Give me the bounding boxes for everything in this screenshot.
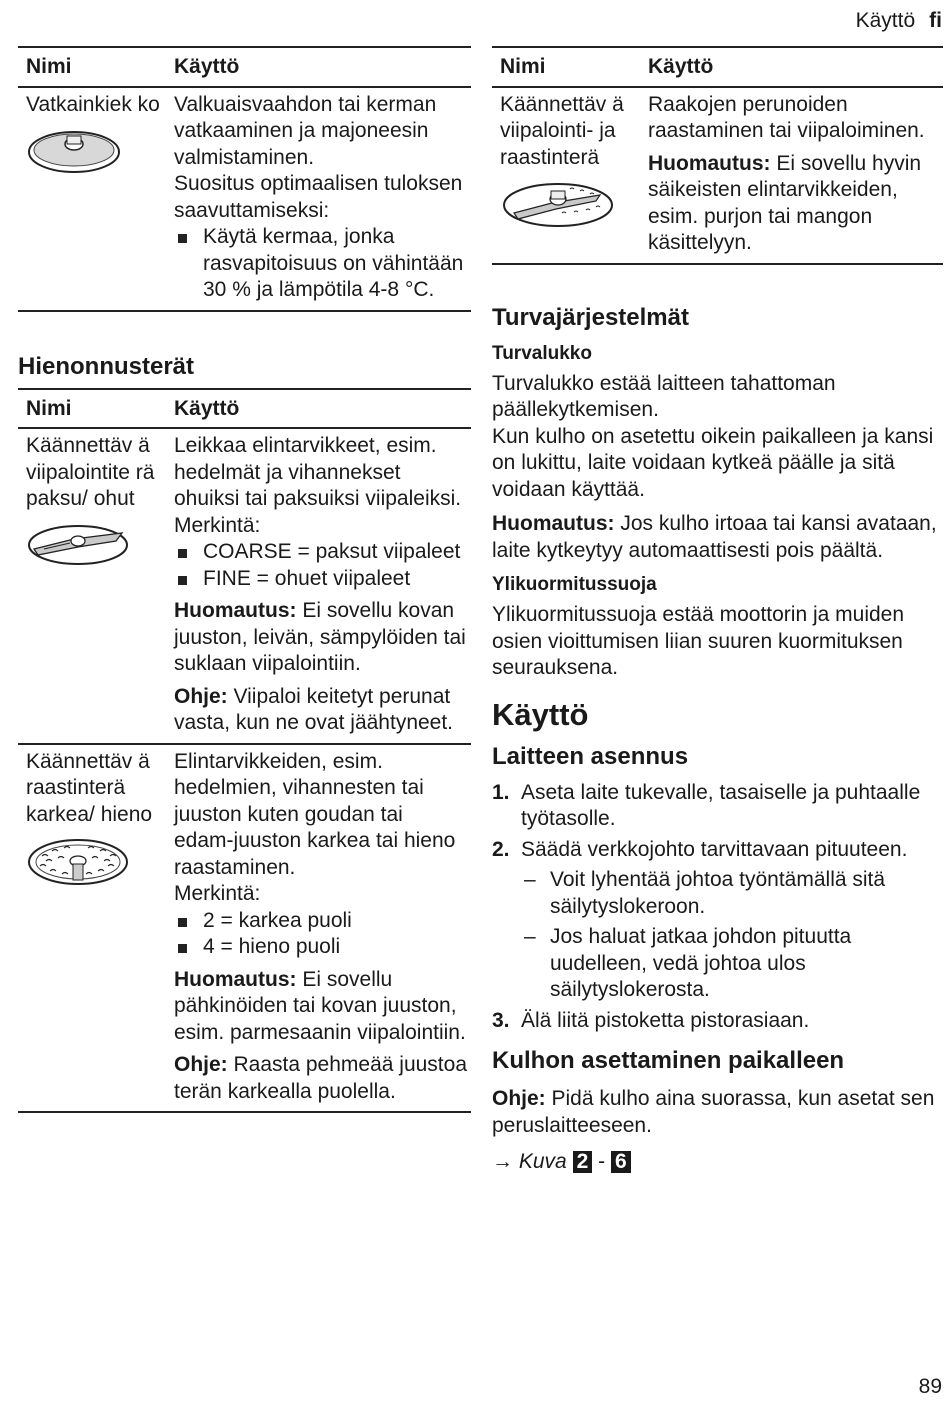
subtitle-turvalukko: Turvalukko <box>492 342 592 364</box>
subtitle-kulho: Kulhon asettaminen paikalleen <box>492 1047 845 1074</box>
col-header-use: Käyttö <box>166 47 471 87</box>
tip: Ohje: Pidä kulho aina suorassa, kun asetat sen peruslaitteeseen. <box>492 1087 935 1137</box>
col-header-use: Käyttö <box>166 389 471 429</box>
list-item: 4 = hieno puoli <box>174 934 467 961</box>
whisk-table <box>18 46 471 312</box>
list-item: 1. Aseta laite tukevalle, tasaiselle ja puhtaalle työtasolle. <box>492 780 921 830</box>
subtitle-ylikuormitus: Ylikuormitussuoja <box>492 574 657 595</box>
use-line-2: Suositus optimaalisen tuloksen saavuttamiseksi: <box>174 172 463 222</box>
tip: Ohje: Raasta pehmeää juustoa terän karkealla puolella. <box>174 1053 467 1103</box>
marking-label: Merkintä: <box>174 882 261 905</box>
subtitle-asennus: Laitteen asennus <box>492 742 689 770</box>
item-name: Vatkainkiek ko <box>26 92 160 116</box>
list-item: – Voit lyhentää johtoa työntämällä sitä säilytyslokeroon. <box>521 867 943 920</box>
table-row <box>18 87 471 311</box>
list-item: COARSE = paksut viipaleet <box>174 539 467 566</box>
use-text: Raakojen perunoiden raastaminen tai viipaloiminen. <box>648 92 925 142</box>
use-text: Elintarvikkeiden, esim. hedelmien, vihannesten tai juuston kuten goudan tai edam-juuston karkea tai hieno raastaminen. <box>174 749 456 879</box>
slice-grate-table <box>492 46 943 265</box>
section-title-hienonnus: Hienonnusterät <box>18 352 195 380</box>
figure-number: 6 <box>611 1151 631 1173</box>
right-column <box>492 46 943 1176</box>
paragraph: Kun kulho on asetettu oikein paikalleen ja kansi on lukittu, laite voidaan kytkeä päälle ja sitä voidaan käyttää. <box>492 424 934 501</box>
note: Huomautus: Ei sovellu kovan juuston, leivän, sämpylöiden tai suklaan viipalointiin. <box>174 599 466 675</box>
note: Huomautus: Ei sovellu pähkinöiden tai kovan juuston, esim. parmesaanin viipalointiin. <box>174 967 466 1044</box>
use-line-1: Valkuaisvaahdon tai kerman vatkaaminen ja majoneesin valmistaminen. <box>174 92 437 169</box>
table-row <box>18 428 471 744</box>
list-item: 2 = karkea puoli <box>174 908 467 935</box>
note: Huomautus: Ei sovellu hyvin säikeisten elintarvikkeiden, esim. purjon tai mangon käsittelyyn. <box>648 151 922 254</box>
table-row <box>18 744 471 1113</box>
figure-reference: → Kuva 2 - 6 <box>492 1149 943 1176</box>
arrow-icon: → <box>492 1150 513 1173</box>
page-number: 89 <box>918 1375 942 1398</box>
list-item: 2. Säädä verkkojohto tarvittavaan pituuteen. – Voit lyhentää johtoa työntämällä sitä säilytyslokeroon. – Jos haluat jatkaa johdon pituutta uudelleen, vedä johtoa ulos säilytyslokerosta. <box>492 837 943 1004</box>
header-lang: fi <box>929 9 942 32</box>
setup-steps <box>492 780 943 1035</box>
list-item: 3. Älä liitä pistoketta pistorasiaan. <box>492 1008 810 1032</box>
blades-table <box>18 388 471 1114</box>
list-item: FINE = ohuet viipaleet <box>174 566 467 593</box>
col-header-name: Nimi <box>492 47 640 87</box>
note: Huomautus: Jos kulho irtoaa tai kansi avataan, laite kytkeytyy automaattisesti pois päältä. <box>492 512 937 562</box>
item-name: Käännettäv ä viipalointite rä paksu/ ohut <box>26 434 155 510</box>
figure-number: 2 <box>573 1151 593 1173</box>
tip: Ohje: Viipaloi keitetyt perunat vasta, kun ne ovat jäähtyneet. <box>174 684 454 734</box>
header-section: Käyttö <box>855 9 916 32</box>
item-name: Käännettäv ä viipalointi- ja raastinterä <box>500 92 624 169</box>
section-title-turva: Turvajärjestelmät <box>492 303 689 331</box>
slice-grate-disc-image <box>500 177 616 229</box>
col-header-use: Käyttö <box>640 47 943 87</box>
section-title-kaytto: Käyttö <box>492 696 589 732</box>
table-row <box>492 87 943 264</box>
list-item: Käytä kermaa, jonka rasvapitoisuus on vähintään 30 % ja lämpötila 4-8 °C. <box>174 224 467 304</box>
whisk-disc-image <box>26 124 122 176</box>
page-header <box>856 8 942 35</box>
slicing-disc-image <box>26 519 130 569</box>
grating-disc-image <box>26 834 130 888</box>
item-name: Käännettäv ä raastinterä karkea/ hieno <box>26 749 153 826</box>
list-item: – Jos haluat jatkaa johdon pituutta uudelleen, vedä johtoa ulos säilytyslokerosta. <box>521 924 943 1004</box>
marking-label: Merkintä: <box>174 513 261 537</box>
left-column <box>18 46 471 1113</box>
paragraph: Ylikuormitussuoja estää moottorin ja muiden osien vioittumisen liian suuren kuormituksen seurauksena. <box>492 603 905 679</box>
paragraph: Turvalukko estää laitteen tahattoman päällekytkemisen. <box>492 371 836 421</box>
col-header-name: Nimi <box>18 389 166 429</box>
use-text: Leikkaa elintarvikkeet, esim. hedelmät ja vihannekset ohuiksi tai paksuiksi viipaleiksi. <box>174 434 462 510</box>
col-header-name: Nimi <box>18 47 166 87</box>
